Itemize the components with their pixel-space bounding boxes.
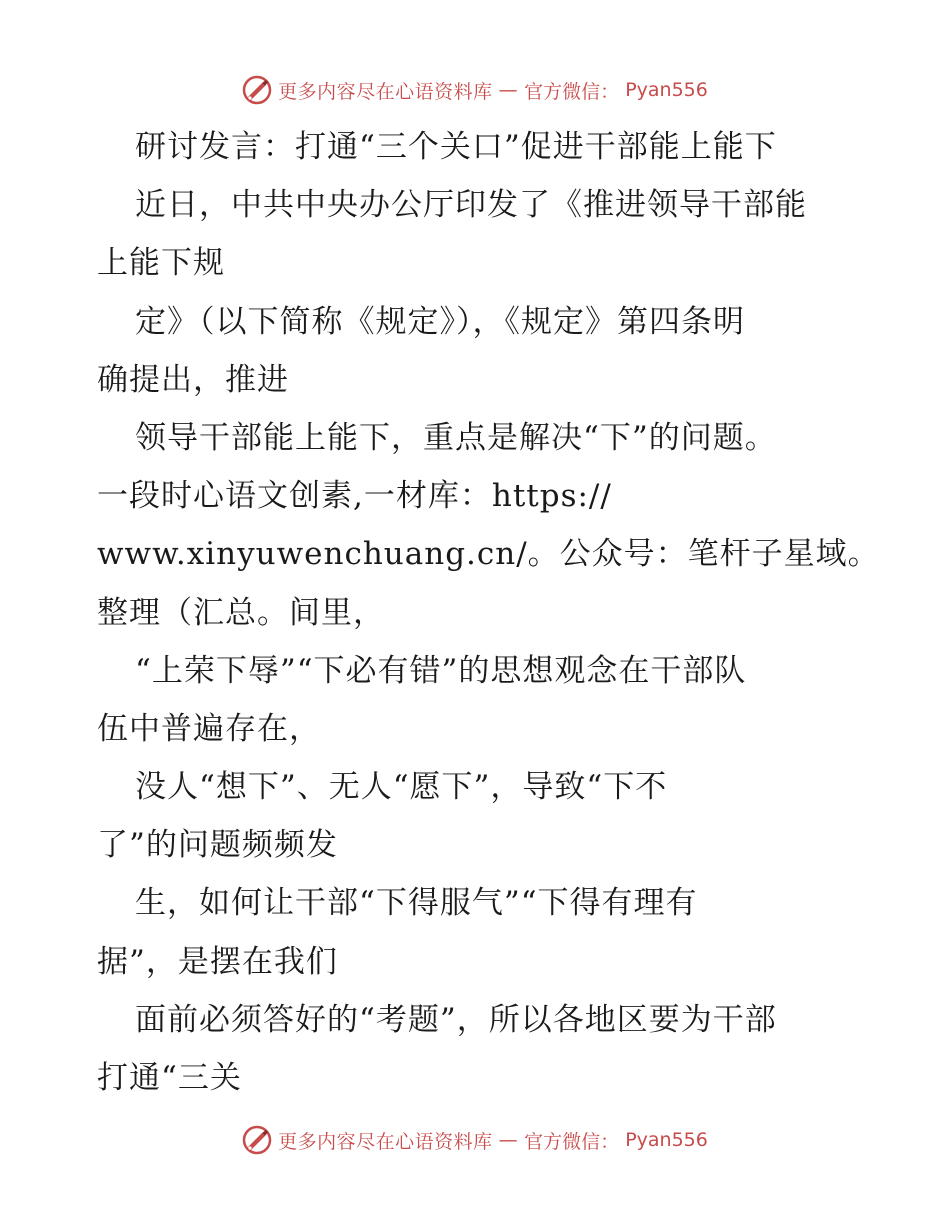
paragraph-line: 确提出，推进 bbox=[97, 361, 289, 398]
pen-logo-icon bbox=[242, 75, 272, 105]
paragraph-line: 上能下规 bbox=[97, 245, 225, 282]
banner-slogan: 更多内容尽在心语资料库 bbox=[278, 80, 493, 103]
pen-logo-icon bbox=[242, 1125, 272, 1155]
paragraph-line: 领导干部能上能下，重点是解决“下”的问题。 bbox=[135, 419, 777, 456]
banner-dash: — bbox=[498, 1129, 519, 1151]
paragraph-line: “上荣下辱”“下必有错”的思想观念在干部队 bbox=[135, 652, 747, 689]
wechat-id: Pyan556 bbox=[625, 1129, 708, 1151]
banner-dash: — bbox=[498, 79, 519, 101]
wechat-id: Pyan556 bbox=[625, 79, 708, 101]
wechat-label: 官方微信： bbox=[524, 1130, 620, 1153]
footer-banner bbox=[0, 1120, 950, 1160]
paragraph-line: 打通“三关 bbox=[97, 1060, 242, 1096]
paragraph-line: 没人“想下”、无人“愿下”，导致“下不 bbox=[135, 769, 668, 806]
paragraph-line: 近日，中共中央办公厅印发了《推进领导干部能 bbox=[135, 187, 807, 224]
document-body bbox=[97, 118, 880, 1107]
paragraph-line: 面前必须答好的“考题”，所以各地区要为干部 bbox=[135, 1001, 777, 1038]
banner-slogan: 更多内容尽在心语资料库 bbox=[278, 1130, 493, 1153]
document-title: 研讨发言：打通“三个关口”促进干部能上能下 bbox=[135, 129, 777, 165]
paragraph-line: 生，如何让干部“下得服气”“下得有理有 bbox=[135, 885, 698, 922]
paragraph-line: 了”的问题频频发 bbox=[97, 827, 338, 864]
paragraph-line: 一段时心语文创素,一材库：https:// bbox=[97, 478, 612, 515]
paragraph-line: www.xinyuwenchuang.cn/。公众号：笔杆子星域。 bbox=[97, 536, 880, 573]
paragraph-line: 据”，是摆在我们 bbox=[97, 943, 338, 980]
paragraph-line: 伍中普遍存在， bbox=[97, 710, 321, 747]
paragraph-line: 定》（以下简称《规定》），《规定》第四条明 bbox=[135, 303, 745, 340]
paragraph-line: 整理（汇总。间里， bbox=[97, 594, 385, 631]
wechat-label: 官方微信： bbox=[524, 80, 620, 103]
header-banner bbox=[0, 70, 950, 110]
